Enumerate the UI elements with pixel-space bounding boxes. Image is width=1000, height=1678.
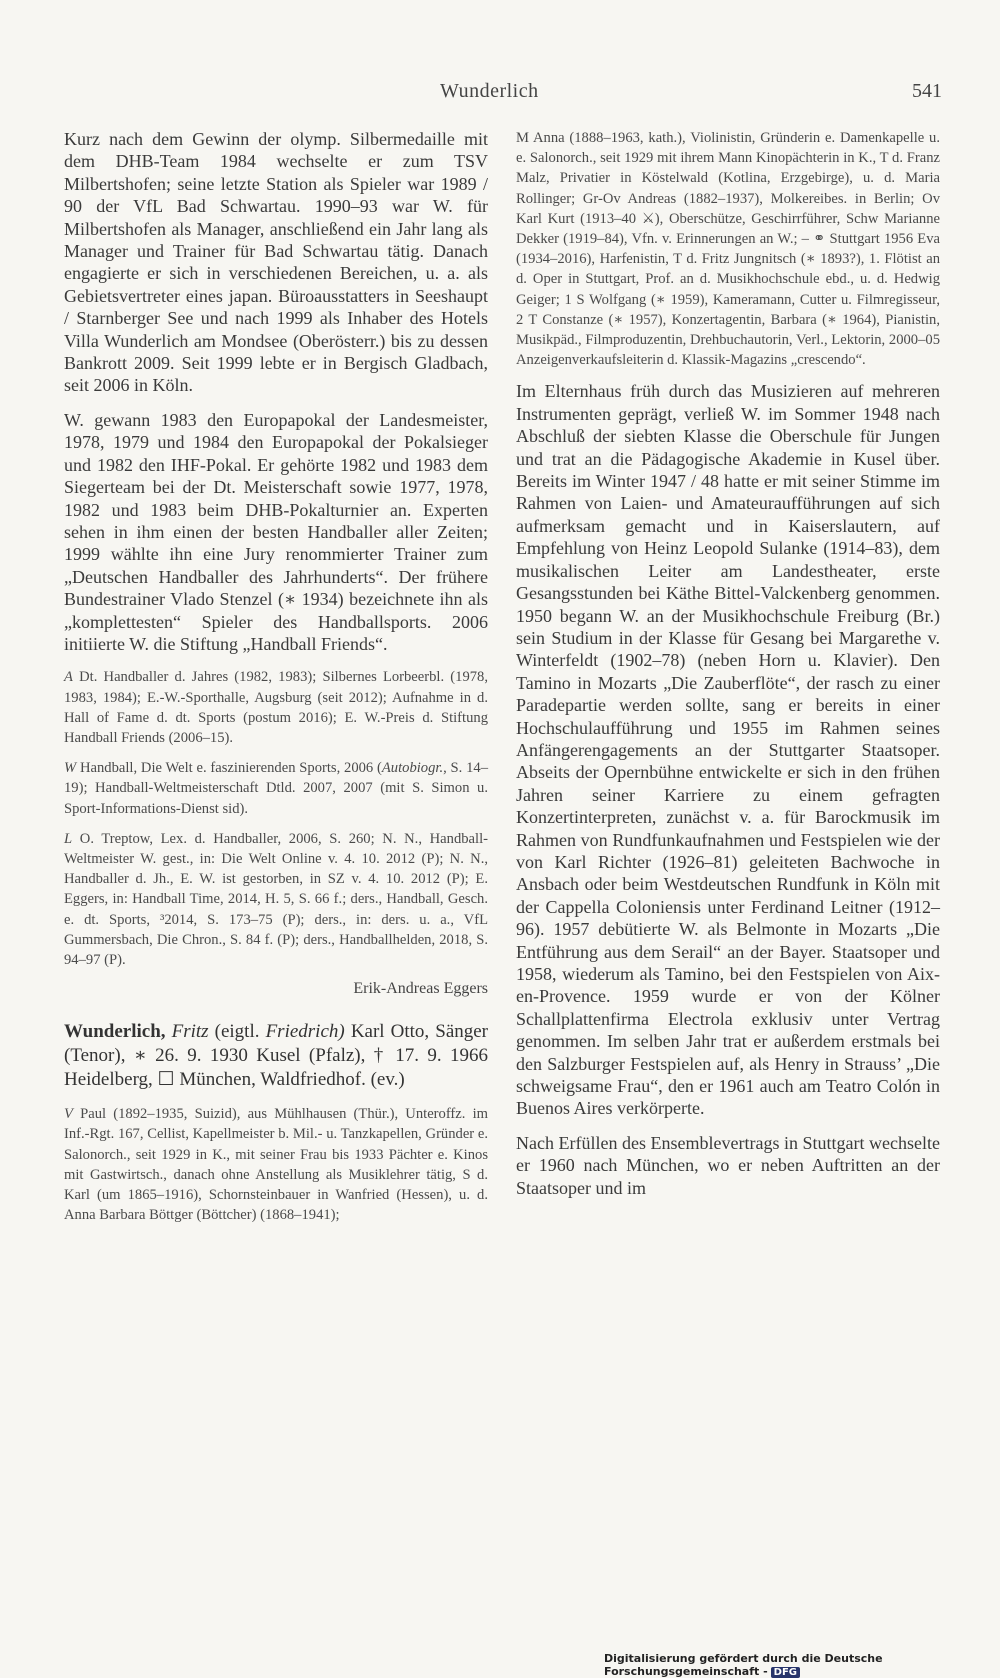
genealogy-text: Paul (1892–1935, Suizid), aus Mühlhausen (Thür.), Unteroffz. im Inf.-Rgt. 167, Cellist, Kapellmeister b. Mil.- u. Tanzkapellen, Gründer e. Salonorch., seit 1929 in K., mit seiner Frau bis 1933 Pächter e. Kinos mit Gastwirtsch., danach ohne Anstellung als Musiklehrer tätig, S d. Karl (um 1865–1916), Schornsteinbauer in Wanfried (Hessen), u. d. Anna Barbara Böttger (Böttcher) (1868–1941); <box>64 1106 488 1224</box>
dfg-logo: DFG <box>771 1667 800 1678</box>
literature-text: O. Treptow, Lex. d. Handballer, 2006, S. 260; N. N., Handball-Weltmeister W. gest., in: Die Welt Online v. 4. 10. 2012 (P); N. N., Handballer d. Jh., E. W. ist gestorben, in SZ v. 4. 10. 2012 (P); E. Eggers, in: Handball Time, 2014, H. 5, S. 66 f.; ders., Handball, Gesch. e. dt. Sports, ³2014, S. 173–75 (P); ders., in: ders. u. a., VfL Gummersbach, Die Chron., S. 84 f. (P); ders., Handballhelden, 2018, S. 94–97 (P). <box>64 830 488 968</box>
entry-text: Karl Otto, Sänger (Tenor), ∗ 26. 9. 1930 Kusel (Pfalz), † 17. 9. 1966 Heidelberg, ☐ München, Waldfriedhof. (ev.) <box>64 1021 489 1091</box>
works-text-italic: Autobiogr. <box>381 760 444 777</box>
section-label: A <box>64 669 73 686</box>
page-header <box>0 80 1000 110</box>
entry-surname: Wunderlich, <box>64 1021 166 1043</box>
works-text: , S. 14–19); Handball-Weltmeisterschaft Dtld. 2007, 2007 (mit S. Simon u. Sport-Informations-Dienst sid). <box>64 760 488 817</box>
left-column <box>64 128 488 1235</box>
running-head: Wunderlich <box>440 80 539 102</box>
right-column <box>516 128 940 1211</box>
awards-text: Dt. Handballer d. Jahres (1982, 1983); Silbernes Lorbeerbl. (1978, 1983, 1984); E.-W.-Sporthalle, Augsburg (seit 2012); Aufnahme in d. Hall of Fame d. dt. Sports (postum 2016); E. W.-Preis d. Stiftung Handball Friends (2006–15). <box>64 669 488 746</box>
entry-real-name: Friedrich) <box>265 1021 345 1043</box>
paragraph: Im Elternhaus früh durch das Musizieren auf mehreren Instrumenten geprägt, verließ W. im Sommer 1948 nach Abschluß der siebten Klasse die Oberschule für Jungen und trat an die Pädagogische Akademie in Kusel über. Bereits im Winter 1947 / 48 hatte er mit seiner Stimme im Rahmen von Laien- und Amateuraufführungen auf sich aufmerksam gemacht und in Kaiserslautern, auf Empfehlung von Heinz Leopold Sulanke (1914–83), dem musikalischen Leiter am Landestheater, erste Gesangsstunden bei Käthe Bittel-Valckenberg genommen. 1950 begann W. an der Musikhochschule Freiburg (Br.) sein Studium in der Klasse für Gesang bei Margarethe v. Winterfeldt (1902–78) (neben Horn u. Klavier). Den Tamino in Mozarts „Die Zauberflöte“, der rasch zu einer Paradepartie werden sollte, sang er bereits in einer Hochschulaufführung und 1955 im Rahmen seines Anfängerengagements an der Stuttgarter Staatsoper. Abseits der Opernbühne entwickelte er sich in den frühen Jahren seiner Karriere zu einem gefragten Konzertinterpreten, zunächst v. a. für Barockmusik im Rahmen von Rundfunkaufnahmen und Festspielen wie der von Karl Richter (1926–81) geleiteten Bachwoche in Ansbach oder beim Westdeutschen Rundfunk in Köln mit der Cappella Coloniensis unter Ferdinand Leitner (1912–96). 1957 debütierte W. als Belmonte in Mozarts „Die Entführung aus dem Serail“ an der Bayer. Staatsoper und 1958, wiederum als Tamino, bei den Festspielen von Aix-en-Provence. 1959 wurde er von der Kölner Schallplattenfirma Electrola exklusiv unter Vertrag genommen. Im selben Jahr trat er außerdem erstmals bei den Salzburger Festspielen auf, als Henry in Strauss’ „Die schweigsame Frau“, den er 1961 auch am Teatro Colón in Buenos Aires verkörperte. <box>516 381 940 1119</box>
article-author: Erik-Andreas Eggers <box>353 980 488 998</box>
paragraph: W. gewann 1983 den Europapokal der Landesmeister, 1978, 1979 und 1984 den Europapokal der Pokalsieger und 1982 den IHF-Pokal. Er gehörte 1982 und 1983 dem Siegerteam bei der Dt. Meisterschaft sowie 1977, 1978, 1982 und 1983 beim DHB-Pokalturnier an. Experten sehen in ihm einen der besten Handballer aller Zeiten; 1999 wählte ihn eine Jury renommierter Trainer zum „Deutschen Handballer des Jahrhunderts“. Der frühere Bundestrainer Vlado Stenzel (∗ 1934) bezeichnete ihn als „komplettesten“ Spieler des Handballsports. 2006 initiierte W. die Stiftung „Handball Friends“. <box>64 409 488 654</box>
genealogy-section <box>64 1104 488 1225</box>
awards-section <box>64 667 488 748</box>
section-label: W <box>64 760 77 777</box>
page-number: 541 <box>912 80 942 102</box>
paragraph: Nach Erfüllen des Ensemblevertrags in Stuttgart wechselte er 1960 nach München, wo er neben Auftritten an der Staatsoper und im <box>516 1132 940 1198</box>
entry-given-name: Fritz <box>171 1021 209 1043</box>
section-label: L <box>64 830 73 847</box>
entry-heading <box>64 1020 488 1092</box>
digitization-footer <box>604 1652 1000 1678</box>
works-section <box>64 758 488 819</box>
entry-text: (eigtl. <box>214 1021 260 1043</box>
works-text: Handball, Die Welt e. faszinierenden Sports, 2006 ( <box>79 760 382 777</box>
footer-text: Digitalisierung gefördert durch die Deutsche Forschungsgemeinschaft - <box>604 1652 883 1678</box>
literature-section <box>64 829 488 970</box>
genealogy-continued: M Anna (1888–1963, kath.), Violinistin, Gründerin e. Damenkapelle u. e. Salonorch., seit 1929 mit ihrem Mann Kinopächterin in K., T d. Franz Malz, Privatier in Köstelwald (Kotlina, Erzgebirge), u. d. Maria Rollinger; Gr-Ov Andreas (1882–1937), Molkereibes. in Berlin; Ov Karl Kurt (1913–40 ⚔), Oberschütze, Geschirrführer, Schw Marianne Dekker (1919–84), Vfn. v. Erinnerungen an W.; – ⚭ Stuttgart 1956 Eva (1934–2016), Harfenistin, T d. Fritz Jungnitsch (∗ 1893?), 1. Flötist an d. Oper in Stuttgart, Prof. an d. Musikhochschule ebd., u. d. Hedwig Geiger; 1 S Wolfgang (∗ 1959), Kameramann, Cutter u. Filmregisseur, 2 T Constanze (∗ 1957), Konzertagentin, Barbara (∗ 1964), Pianistin, Musikpäd., Filmproduzentin, Drehbuchautorin, Verl., Lektorin, 2000–05 Anzeigenverkaufsleiterin d. Klassik-Magazins „crescendo“. <box>516 130 940 369</box>
section-label: V <box>64 1106 73 1123</box>
paragraph: Kurz nach dem Gewinn der olymp. Silbermedaille mit dem DHB-Team 1984 wechselte er zum TSV Milbertshofen; seine letzte Station als Spieler war 1989 / 90 der VfL Bad Schwartau. 1990–93 war W. für Milbertshofen als Manager, anschließend ein Jahr lang als Manager und Trainer für Bad Schwartau tätig. Danach engagierte er sich in verschiedenen Bereichen, u. a. als Gebietsvertreter eines japan. Büroausstatters in Seeshaupt / Starnberger See und nach 1999 als Inhaber des Hotels Villa Wunderlich am Mondsee (Oberösterr.) bis zu dessen Bankrott 2009. Seit 1999 lebte er in Bergisch Gladbach, seit 2006 in Köln. <box>64 129 488 396</box>
